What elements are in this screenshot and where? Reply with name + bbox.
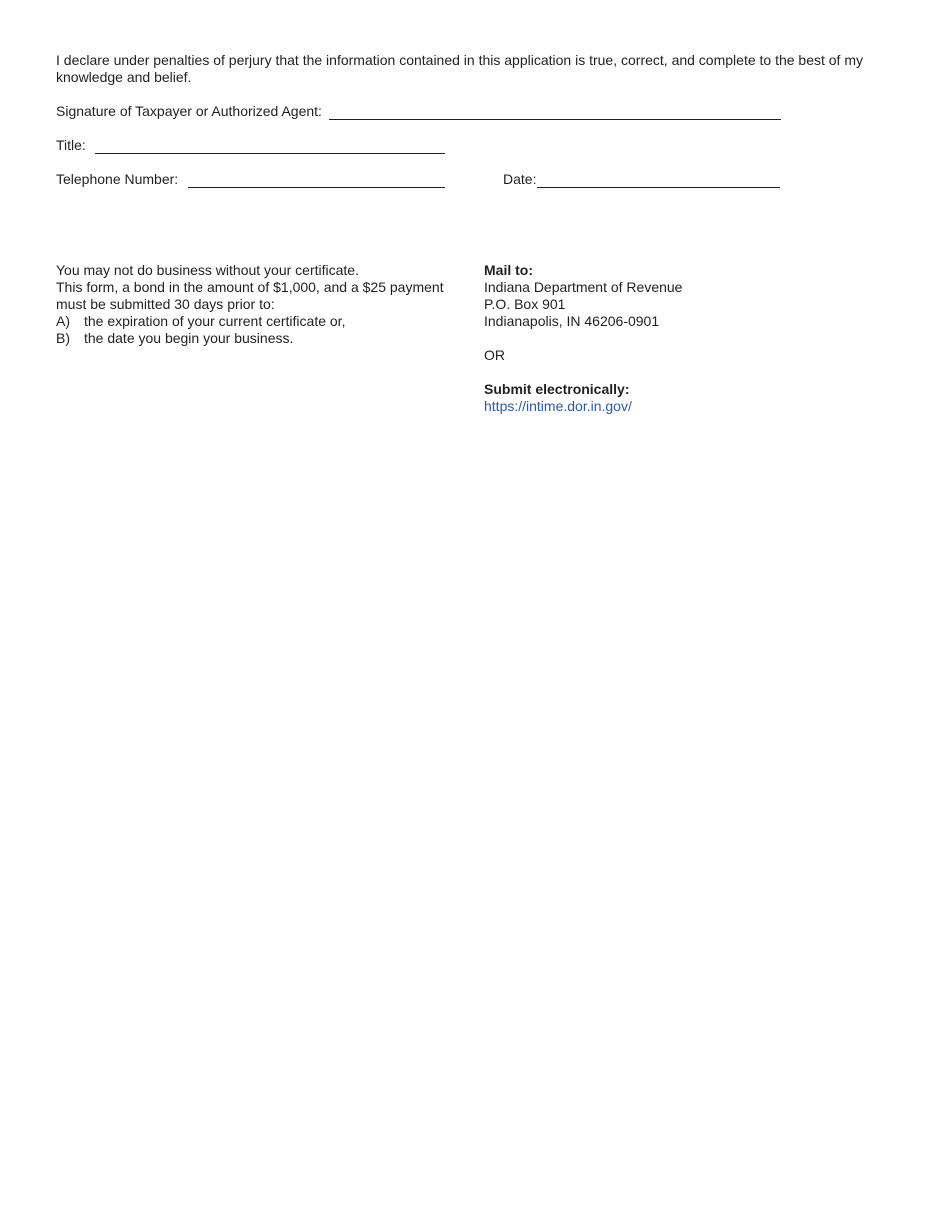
business-notice (56, 262, 456, 347)
notice-line-1: You may not do business without your certificate. (56, 262, 359, 278)
list-marker: A) (56, 313, 70, 329)
list-item-text: the expiration of your current certificate or, (84, 313, 346, 329)
spacer (484, 330, 864, 347)
url-line (484, 398, 864, 415)
date-line[interactable] (537, 171, 780, 188)
signature-line[interactable] (329, 103, 781, 120)
address-line: P.O. Box 901 (484, 296, 566, 312)
date-label: Date: (503, 171, 537, 187)
title-line[interactable] (95, 137, 445, 154)
mail-to-heading: Mail to: (484, 262, 533, 278)
address-line: Indiana Department of Revenue (484, 279, 683, 295)
submit-electronically-heading: Submit electronically: (484, 381, 630, 397)
or-separator: OR (484, 347, 505, 363)
telephone-line[interactable] (188, 171, 445, 188)
intime-link[interactable]: https://intime.dor.in.gov/ (484, 398, 632, 414)
title-label: Title: (56, 137, 86, 153)
list-item-text: the date you begin your business. (84, 330, 294, 346)
date-field[interactable] (503, 171, 780, 188)
spacer (484, 364, 864, 381)
list-item (56, 330, 456, 347)
mailing-instructions (484, 262, 864, 415)
telephone-field[interactable] (56, 171, 445, 188)
list-item (56, 313, 456, 330)
title-field[interactable] (56, 137, 445, 154)
signature-field[interactable] (56, 103, 781, 120)
list-marker: B) (56, 330, 70, 346)
signature-label: Signature of Taxpayer or Authorized Agent: (56, 103, 322, 119)
address-line: Indianapolis, IN 46206-0901 (484, 313, 660, 329)
perjury-declaration: I declare under penalties of perjury that the information contained in this application is true, correct, and complete to the best of my knowledge and belief. (56, 52, 864, 85)
telephone-label: Telephone Number: (56, 171, 179, 187)
notice-line-2: This form, a bond in the amount of $1,000, and a $25 payment must be submitted 30 days prior to: (56, 279, 444, 312)
